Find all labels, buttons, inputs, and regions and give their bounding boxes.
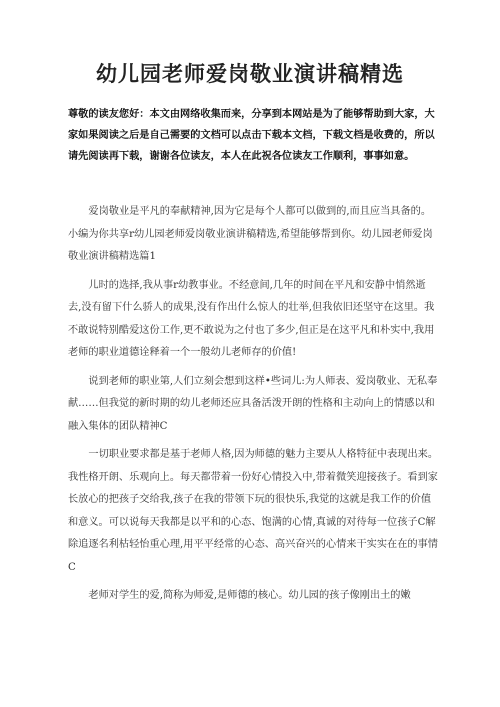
body-paragraph: 爱岗敬业是平凡的奉献精神,因为它是每个人都可以做到的,而且应当具备的。小编为你共享r幼儿园老师爱岗敬业演讲稿精选,希望能够帮到你。幼儿园老师爱岗敬业演讲稿精选篇1	[68, 206, 433, 262]
body-paragraph: 儿时的选择,我从事r幼教事业。不经意间,几年的时间在平凡和安静中悄然逝去,没有留下什么骄人的成果,没有作出什么惊人的壮举,但我依旧还坚守在这里。我不敢说特别酷爱这份工作,更不敢说为之付也了多少,但正是在这平凡和朴实中,我用老师的职业道德诠释着一个一般幼儿老师存的价值!	[68, 279, 435, 358]
document-body	[68, 201, 438, 614]
body-paragraph: 一切职业要求都是基于老师人格,因为师德的魅力主要从人格特征中表现出来。我性格开朗、乐观向上。每天都带着一份好心情投入中,带着微笑迎接孩子。看到家长放心的把孩子交给我,孩子在我的带领下玩的很快乐,我觉的这就是我工作的价值和意义。可以说每天我都是以平和的心态、饱满的心情,真诚的对待每一位孩子C解除追逐名利枯轻怡重心理,用平平经常的心态、高兴奋兴的心情来干实实在在的事情C	[68, 449, 439, 573]
reader-notice: 尊敬的读友您好：本文由网络收集而来，分享到本网站是为了能够帮助到大家，大家如果阅读之后是自己需要的文档可以点击下载本文档，下载文档是收费的，所以请先阅读再下载，谢谢各位读友，本人在此祝各位读友工作顺利，事事如意。	[68, 109, 435, 162]
body-paragraph: 说到老师的职业第,人们立刻会想到这样•些词儿:为人师表、爱岗敬业、无私奉献……但我觉的新时期的幼儿老师还应具备活泼开朗的性格和主动向上的情感以和融入集体的团队精神C	[68, 375, 438, 432]
document-title: 幼儿园老师爱岗敬业演讲稿精选	[96, 61, 404, 86]
body-paragraph: 老师对学生的爱,简称为师爱,是师德的核心。幼儿园的孩子像刚出土的嫩	[88, 590, 411, 601]
